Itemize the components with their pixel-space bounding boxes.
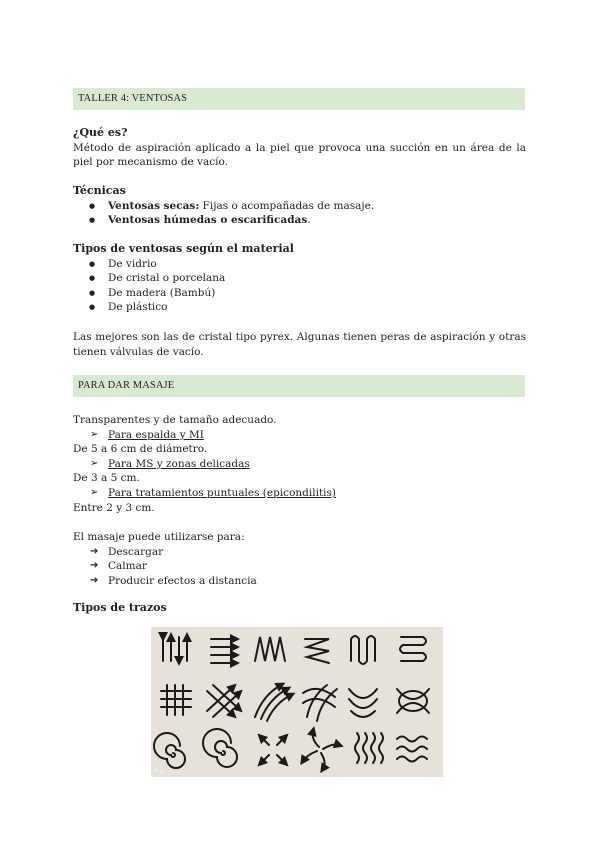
section-banner-taller [73,88,525,110]
tipos-material-heading: Tipos de ventosas según el material [73,242,294,255]
list-item: ➢ Para espalda y MI [73,428,526,443]
list-item: ● Ventosas secas: Fijas o acompañadas de masaje. [73,199,526,214]
grid-stroke [161,685,191,715]
section-title: TALLER 4: VENTOSAS [78,93,188,104]
material-list [73,257,526,315]
radial-arrows-stroke [261,737,285,763]
zigzag-horizontal-stroke [305,639,329,663]
tecnicas-heading: Técnicas [73,184,126,197]
masaje-section [73,413,526,515]
stroke-types-drawing [151,627,443,777]
horizontal-arrows-stroke [211,639,235,663]
zigzag-m-stroke [255,637,285,661]
que-es-text: Método de aspiración aplicado a la piel que provoca una succión en un área de la piel por mecanismo de vacío. [73,141,526,169]
section-title: PARA DAR MASAJE [78,380,175,391]
list-item: ● De cristal o porcelana [73,271,526,286]
trazos-heading: Tipos de trazos [73,601,167,614]
trazos-section [73,601,526,616]
masaje-line: Entre 2 y 3 cm. [73,501,155,514]
list-item: ➢ Para tratamientos puntuales (epicondilitis) [73,486,526,501]
braided-stroke [397,689,429,713]
list-item: ➔ Descargar [73,545,526,560]
spiral-large-stroke [203,729,237,767]
horizontal-waves-stroke [397,737,427,762]
list-item: ➔ Calmar [73,559,526,574]
serpentine-stroke [351,636,375,664]
que-es-heading: ¿Qué es? [73,126,128,139]
diagonal-crosshatch-stroke [207,685,239,717]
list-item: ● De plástico [73,300,526,315]
section-banner-masaje [73,375,525,397]
list-item: ➔ Producir efectos a distancia [73,574,526,589]
vertical-arrows-stroke [163,637,187,661]
list-item: ● Ventosas húmedas o escarificadas. [73,213,526,228]
tecnicas-list [73,199,526,228]
horizontal-loops-stroke [400,637,426,661]
figure-watermark: Pro [154,768,164,775]
uso-intro: El masaje puede utilizarse para: [73,531,245,543]
stroke-types-figure [151,627,443,777]
spiral-stroke [154,733,185,768]
mejores-text: Las mejores son las de cristal tipo pyrex. Algunas tienen peras de aspiración y otras tienen válvulas de vacío. [73,331,526,358]
tipos-material-section [73,242,526,315]
list-item: ➢ Para MS y zonas delicadas [73,457,526,472]
masaje-line: De 5 a 6 cm de diámetro. [73,443,208,456]
pinwheel-stroke [303,731,339,769]
curved-diagonal-stroke [255,685,291,721]
masaje-line: Transparentes y de tamaño adecuado. [73,414,277,426]
uso-list [73,545,526,589]
curved-crosshatch-stroke [303,685,337,721]
masaje-line: De 3 a 5 cm. [73,472,140,485]
vertical-waves-stroke [355,733,383,763]
list-item: ● De vidrio [73,257,526,272]
list-item: ● De madera (Bambú) [73,286,526,301]
que-es-section [73,126,526,170]
uso-section [73,530,526,588]
tecnicas-section [73,184,526,228]
arcs-stroke [349,689,377,717]
